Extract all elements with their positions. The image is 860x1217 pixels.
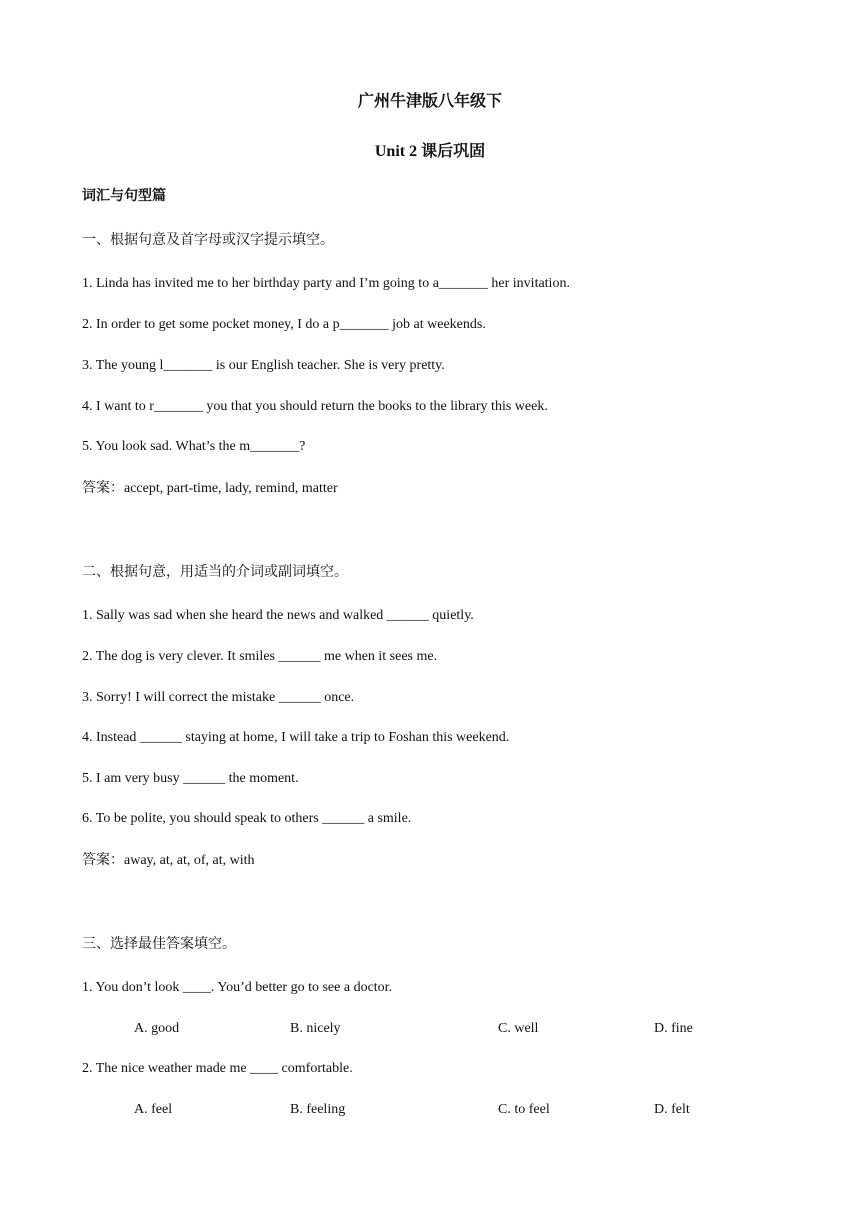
option-a: A. feel <box>134 1102 173 1117</box>
part1-heading: 一、根据句意及首字母或汉字提示填空。 <box>82 233 334 248</box>
document-subtitle: Unit 2 课后巩固 <box>374 143 486 160</box>
part2-heading: 二、根据句意，用适当的介词或副词填空。 <box>82 565 348 580</box>
option-c: C. well <box>498 1021 539 1036</box>
part2-question: 4. Instead ______ staying at home, I will take a trip to Foshan this weekend. <box>82 730 510 745</box>
option-a: A. good <box>134 1021 180 1036</box>
option-d: D. fine <box>654 1021 693 1036</box>
part2-question: 6. To be polite, you should speak to others ______ a smile. <box>82 811 412 826</box>
part2-answer: 答案：away, at, at, of, at, with <box>82 853 255 868</box>
part3-question-stem: 1. You don’t look ____. You’d better go to see a doctor. <box>82 980 393 995</box>
part1-question: 3. The young l_______ is our English teacher. She is very pretty. <box>82 358 445 373</box>
section-label: 词汇与句型篇 <box>82 189 166 204</box>
option-c: C. to feel <box>498 1102 550 1117</box>
part2-question: 3. Sorry! I will correct the mistake ______ once. <box>82 690 355 705</box>
part1-question: 2. In order to get some pocket money, I do a p_______ job at weekends. <box>82 317 486 332</box>
option-b: B. nicely <box>290 1021 341 1036</box>
part2-question: 2. The dog is very clever. It smiles ______ me when it sees me. <box>82 649 438 664</box>
part3-question-stem: 2. The nice weather made me ____ comfortable. <box>82 1061 353 1076</box>
part3-heading: 三、选择最佳答案填空。 <box>82 937 236 952</box>
part1-question: 5. You look sad. What’s the m_______? <box>82 439 306 454</box>
part2-question: 1. Sally was sad when she heard the news and walked ______ quietly. <box>82 608 474 623</box>
part1-question: 4. I want to r_______ you that you should return the books to the library this week. <box>82 399 548 414</box>
document-title: 广州牛津版八年级下 <box>357 93 502 110</box>
option-d: D. felt <box>654 1102 690 1117</box>
part2-question: 5. I am very busy ______ the moment. <box>82 771 299 786</box>
part1-question: 1. Linda has invited me to her birthday party and I’m going to a_______ her invitation. <box>82 276 570 291</box>
part1-answer: 答案：accept, part-time, lady, remind, matter <box>82 481 338 496</box>
option-b: B. feeling <box>290 1102 346 1117</box>
